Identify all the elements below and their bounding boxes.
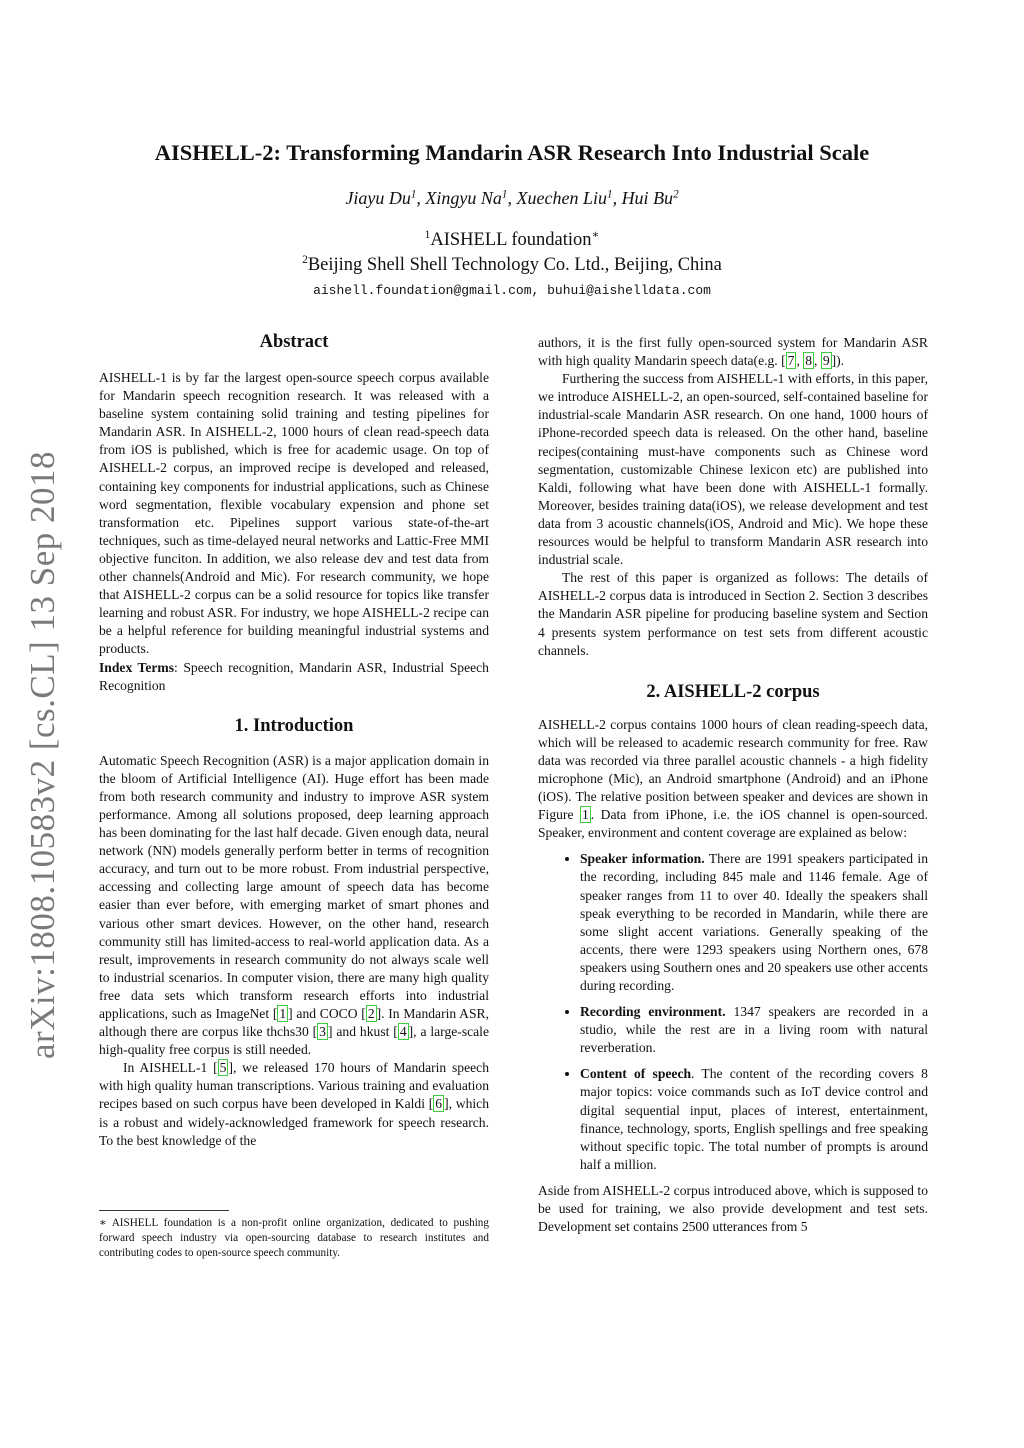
list-item-label: Speaker information. [580, 851, 705, 867]
intro-paragraph-2: In AISHELL-1 [ 5 ], we released 170 hours of Mandarin speech with high quality human transcriptions. Various training and evaluation recipes based on such corpus have been developed in Kaldi [ 6 ], which is a robust and widely-acknowledged framework for speech research. To the best knowledge of the [99, 1060, 489, 1148]
right-paragraph-final: Aside from AISHELL-2 corpus introduced above, which is supposed to be used for training, we also provide development and test sets. Development set contains 2500 utterances from 5 [538, 1182, 928, 1235]
list-item-label: Content of speech [580, 1066, 692, 1082]
author-emails: aishell.foundation@gmail.com, buhui@aishelldata.com [313, 283, 711, 298]
right-paragraph-2: Furthering the success from AISHELL-1 with efforts, in this paper, we introduce AISHELL-2, an open-sourced, self-contained baseline for industrial-scale Mandarin ASR research. On one hand, 1000 hours of iPhone-recorded speech data is released. On the other hand, baseline recipes(containing must-have components such as Chinese word segmentation, customizable Chinese lexicon etc) are published into Kaldi, following what have been done with AISHELL-1 formally. Moreover, besides training data(iOS), we release development and test data from 3 acoustic channels(iOS, Android and Mic). We hope these resources would be helpful to transform Mandarin ASR research into industrial scale. [538, 371, 928, 568]
left-column [99, 330, 489, 1150]
citation-link[interactable]: 3 [319, 1024, 326, 1040]
citation-link[interactable]: 4 [399, 1024, 407, 1040]
section-2-heading: 2. AISHELL-2 corpus [646, 681, 820, 702]
footnote-rule [99, 1210, 229, 1211]
right-column [538, 334, 928, 1236]
index-terms [99, 659, 489, 695]
right-paragraph-1: authors, it is the first fully open-sourced system for Mandarin ASR with high quality Mandarin speech data(e.g. [ 7 , 8 , 9 ]). [538, 335, 928, 369]
footnote-star: ∗ [591, 229, 600, 242]
citation-link[interactable]: 7 [787, 353, 795, 369]
author-name: Xuechen Liu [516, 188, 607, 208]
intro-text: and COCO [292, 1006, 362, 1021]
intro-text: . In Mandarin ASR, although there are corpus like thchs30 [99, 1006, 490, 1040]
citation-link[interactable]: 5 [219, 1060, 227, 1076]
intro-text: , a large-scale high-quality free corpus is still needed. [99, 1024, 489, 1058]
list-item-text: . The content of the recording covers 8 major topics: voice commands such as IoT device control and digital sequential input, places of interest, entertainment, finance, technology, sports, English spellings and free speaking without specific topic. The total number of prompts is around half a million. [580, 1066, 928, 1172]
right-paragraph-3: The rest of this paper is organized as follows: The details of AISHELL-2 corpus data is introduced in Section 2. Section 3 describes the Mandarin ASR pipeline for producing baseline system and Section 4 presents system performance on test sets from different acoustic channels. [538, 570, 928, 658]
body-text: ). [836, 353, 845, 369]
affiliation-name: Beijing Shell Shell Technology Co. Ltd., Beijing, China [307, 255, 722, 275]
section-2-paragraph [538, 716, 928, 843]
list-item-label: Recording environment. [580, 1004, 726, 1020]
author-affiliation-mark: 2 [673, 188, 679, 201]
intro-paragraph-1: Automatic Speech Recognition (ASR) is a major application domain in the bloom of Artificial Intelligence (AI). Huge effort has been made from both research community and industry to improve ASR system performance. Among all solutions proposed, deep learning approach has been dominating for the last half decade. Given enough data, neural network (NN) models generally perform better in terms of recognition accuracy, and turn out to be more robust. From industrial perspective, accessing and collecting large amount of speech data has become easier than ever before, with emerging market of smart phones and various other smart devices. However, on the other hand, research community still has limited-access to real-world application data. As a result, improvements in research community do not always scale well to industrial scenarios. In computer vision, there are many high quality free data sets which transform research efforts into industrial applications, such as ImageNet [ 1 ] and COCO [ 2 ]. In Mandarin ASR, although there are corpus like thchs30 [ 3 ] and hkust [ 4 ], a large-scale high-quality free corpus is still needed. [99, 752, 490, 1058]
introduction-heading: 1. Introduction [234, 715, 354, 736]
citation-link[interactable]: 8 [805, 353, 813, 369]
affiliation-2 [0, 255, 1024, 276]
body-text: . Data from iPhone, i.e. the iOS channel is open-sourced. Speaker, environment and content coverage are explained as below: [538, 807, 928, 841]
affiliation-name: AISHELL foundation [430, 230, 592, 250]
affiliation-mark: 1 [424, 229, 431, 242]
paper-title: AISHELL-2: Transforming Mandarin ASR Research Into Industrial Scale [154, 140, 870, 165]
author-affiliation-mark: 1 [501, 188, 508, 201]
list-item [580, 850, 928, 995]
abstract-heading: Abstract [259, 332, 329, 352]
affiliation-1 [0, 230, 1024, 251]
arxiv-stamp [8, 450, 78, 1060]
index-terms-text: : Speech recognition, Mandarin ASR, Industrial Speech Recognition [99, 659, 489, 693]
author-name: Jiayu Du [345, 188, 411, 208]
author-affiliation-mark: 1 [410, 188, 417, 201]
intro-text: , which is a robust and widely-acknowledged framework for speech research. To the best knowledge of the [99, 1096, 489, 1148]
figure-link[interactable]: 1 [581, 807, 589, 823]
abstract-text: AISHELL-1 is by far the largest open-source speech corpus available for Mandarin speech recognition research. It was released with a baseline system containing solid training and testing pipelines for Mandarin ASR. In AISHELL-2, 1000 hours of clean read-speech data from iOS is published, which is free for academic usage. On top of AISHELL-2 corpus, an improved recipe is developed and released, containing key components for industrial applications, such as Chinese word segmentation, flexible vocabulary expension and phone set transformation etc. Pipelines support various state-of-the-art techniques, such as time-delayed neural networks and Lattic-Free MMI objective funciton. In addition, we also release dev and test data from other channels(Android and Mic). For research community, we hope that AISHELL-2 corpus can be a solid resource for topics like transfer learning and robust ASR. For industry, we hope AISHELL-2 recipe can be a helpful reference for building meaningful industrial systems and products. [99, 370, 489, 657]
citation-link[interactable]: 1 [279, 1006, 287, 1021]
author-affiliation-mark: 1 [606, 188, 613, 201]
body-text: authors, it is the first fully open-sourced system for Mandarin ASR with high quality Mandarin speech data(e.g. [538, 335, 928, 369]
author-name: Hui Bu [621, 188, 674, 208]
arxiv-stamp-text: arXiv:1808.10583v2 [cs.CL] 13 Sep 2018 [23, 450, 62, 1060]
corpus-details-list [538, 850, 928, 1174]
list-item [580, 1065, 928, 1174]
list-item-text: 1347 speakers are recorded in a studio, while the rest are in a living room with natural reverberation. [580, 1004, 928, 1056]
footnote [99, 1210, 489, 1261]
footnote-text: AISHELL foundation is a non-profit online organization, dedicated to pushing forward speech industry via open-sourcing database to research institutes and contributing codes to open-source speech community. [99, 1217, 489, 1259]
footnote-mark: ∗ [99, 1217, 107, 1229]
intro-text: In AISHELL-1 [123, 1060, 214, 1076]
body-text: AISHELL-2 corpus contains 1000 hours of clean reading-speech data, which will be released to academic research community for free. Raw data was recorded via three parallel acoustic channels - a high fidelity microphone (Mic), an Android smartphone (Android) and an iPhone (iOS). The relative position between speaker and devices are shown in Figure [538, 716, 928, 823]
author-list: Jiayu Du$^1$, Xingyu Na$^1$, Xuechen Liu$^1$, Hui Bu$^2$ [345, 188, 679, 208]
intro-text: , we released 170 hours of Mandarin speech with high quality human transcriptions. Various training and evaluation recipes based on such corpus have been developed in Kaldi [99, 1060, 489, 1112]
citation-link[interactable]: 2 [367, 1006, 375, 1021]
author-name: Xingyu Na [425, 188, 502, 208]
list-item-text: There are 1991 speakers participated in the recording, including 845 male and 1146 female. Age of speaker ranges from 11 to over 40. Ideally the speakers shall speak everything to be recorded in Mandarin, while there are some slight accent variations. Generally speaking of the accents, there were 1293 speakers using Northern ones, 678 speakers using Southern ones and 20 speakers use other accents during recording. [580, 851, 928, 993]
citation-link[interactable]: 6 [435, 1096, 443, 1112]
affiliation-mark: 2 [302, 254, 308, 267]
index-terms-label: Index Terms [99, 659, 175, 675]
citation-link[interactable]: 9 [822, 353, 830, 369]
intro-text: Automatic Speech Recognition (ASR) is a major application domain in the bloom of Artificial Intelligence (AI). Huge effort has been made from both research community and industry to improve ASR system performance. Among all solutions proposed, deep learning approach has been dominating for the last half decade. Given enough data, neural network (NN) models generally perform better in terms of recognition accuracy, and turn out to be more robust. From industrial perspective, accessing and collecting large amount of speech data has become easier than ever before, with emerging market of smart phones and various other smart devices. However, on the other hand, research community still has limited-access to real-world application data. As a result, improvements in research community do not always scale well to industrial scenarios. In computer vision, there are many high quality free data sets which transform research efforts into industrial applications, such as ImageNet [99, 752, 489, 1021]
list-item [580, 1003, 928, 1057]
intro-text: and hkust [332, 1024, 394, 1040]
